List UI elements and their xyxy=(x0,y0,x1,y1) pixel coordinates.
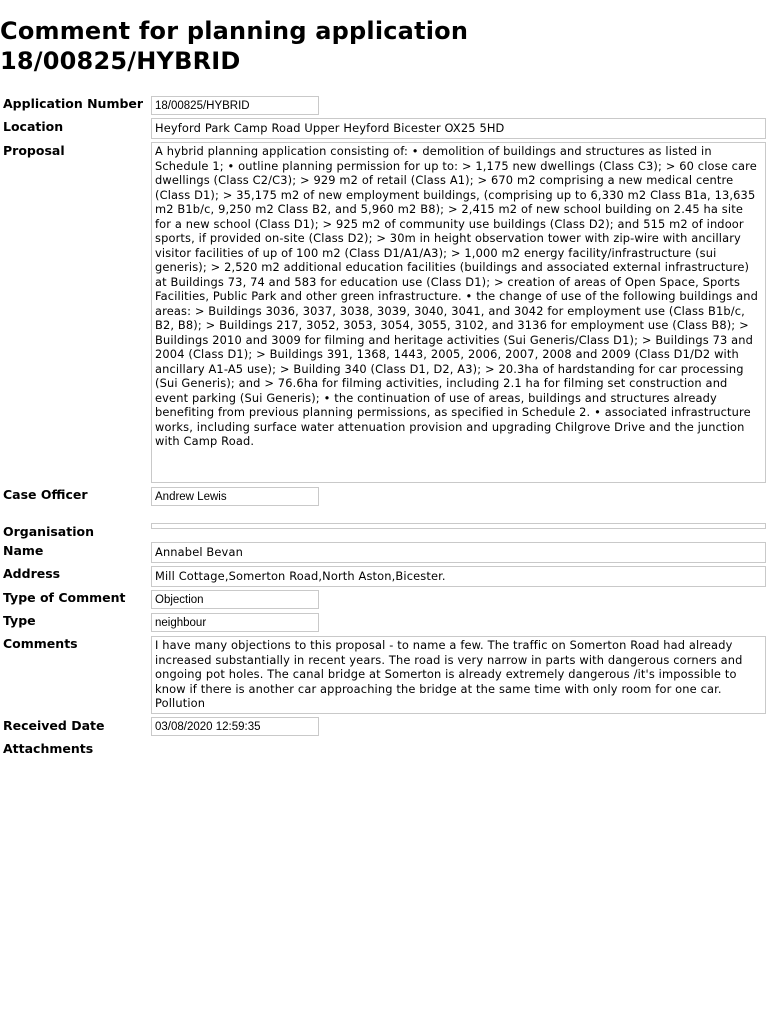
location-label: Location xyxy=(3,119,64,134)
case-officer-label: Case Officer xyxy=(3,487,88,502)
case-officer-value: Andrew Lewis xyxy=(151,487,319,506)
organisation-value xyxy=(151,523,766,529)
type-value: neighbour xyxy=(151,613,319,632)
received-date-label: Received Date xyxy=(3,718,105,733)
name-label: Name xyxy=(3,543,44,558)
page-title: Comment for planning application 18/00825/HYBRID xyxy=(0,17,469,75)
comments-label: Comments xyxy=(3,636,78,651)
received-date-value: 03/08/2020 12:59:35 xyxy=(151,717,319,736)
proposal-value: A hybrid planning application consisting of: • demolition of buildings and structures as listed in Schedule 1; • outline planning permission for up to: > 1,175 new dwellings (Class C3); > 60 close care dwellings (Class C2/C3); > 929 m2 of retail (Class A1); > 670 m2 comprising a new medical centre (Class D1); > 35,175 m2 of new employment buildings, (comprising up to 6,330 m2 Class B1a, 13,635 m2 B1b/c, 9,250 m2 Class B2, and 5,960 m2 B8); > 2,415 m2 of new school building on 2.45 ha site for a new school (Class D1); > 925 m2 of community use buildings (Class D2); and 515 m2 of indoor sports, if provided on-site (Class D2); > 30m in height observation tower with zip-wire with ancillary visitor facilities of up of 100 m2 (Class D1/A1/A3); > 1,000 m2 energy facility/infrastructure (sui generis); > 2,520 m2 additional education facilities (buildings and associated external infrastructure) at Buildings 73, 74 and 583 for education use (Class D1); > creation of areas of Open Space, Sports Facilities, Public Park and other green infrastructure. • the change of use of the following buildings and areas: > Buildings 3036, 3037, 3038, 3039, 3040, 3041, and 3042 for employment use (Class B1b/c, B2, B8); > Buildings 217, 3052, 3053, 3054, 3055, 3102, and 3136 for employment use (Class B8); > Buildings 2010 and 3009 for filming and heritage activities (Sui Generis/Class D1); > Buildings 73 and 2004 (Class D1); > Buildings 391, 1368, 1443, 2005, 2006, 2007, 2008 and 2009 (Class D1/D2 with ancillary A1-A5 use); > Building 340 (Class D1, D2, A3); > 20.3ha of hardstanding for car processing (Sui Generis); and > 76.6ha for filming activities, including 2.1 ha for filming set construction and event parking (Sui Generis); • the continuation of use of areas, buildings and structures already benefiting from previous planning permissions, as specified in Schedule 2. • associated infrastructure works, including surface water attenuation provision and upgrading Chilgrove Drive and the junction with Camp Road. xyxy=(151,142,766,483)
address-label: Address xyxy=(3,566,61,581)
name-value: Annabel Bevan xyxy=(151,542,766,563)
type-of-comment-label: Type of Comment xyxy=(3,590,126,605)
type-label: Type xyxy=(3,613,36,628)
application-number-label: Application Number xyxy=(3,96,144,111)
organisation-label: Organisation xyxy=(3,524,94,539)
application-number-value: 18/00825/HYBRID xyxy=(151,96,319,115)
attachments-label: Attachments xyxy=(3,741,94,756)
location-value: Heyford Park Camp Road Upper Heyford Bicester OX25 5HD xyxy=(151,118,766,139)
address-value: Mill Cottage,Somerton Road,North Aston,Bicester. xyxy=(151,566,766,587)
comments-value: I have many objections to this proposal - to name a few. The traffic on Somerton Road had already increased substantially in recent years. The road is very narrow in parts with dangerous corners and ongoing pot holes. The canal bridge at Somerton is already extremely dangerous /it's impossible to know if there is another car approaching the bridge at the same time with only room for one car. Pollution xyxy=(151,636,766,714)
type-of-comment-value: Objection xyxy=(151,590,319,609)
proposal-label: Proposal xyxy=(3,143,65,158)
